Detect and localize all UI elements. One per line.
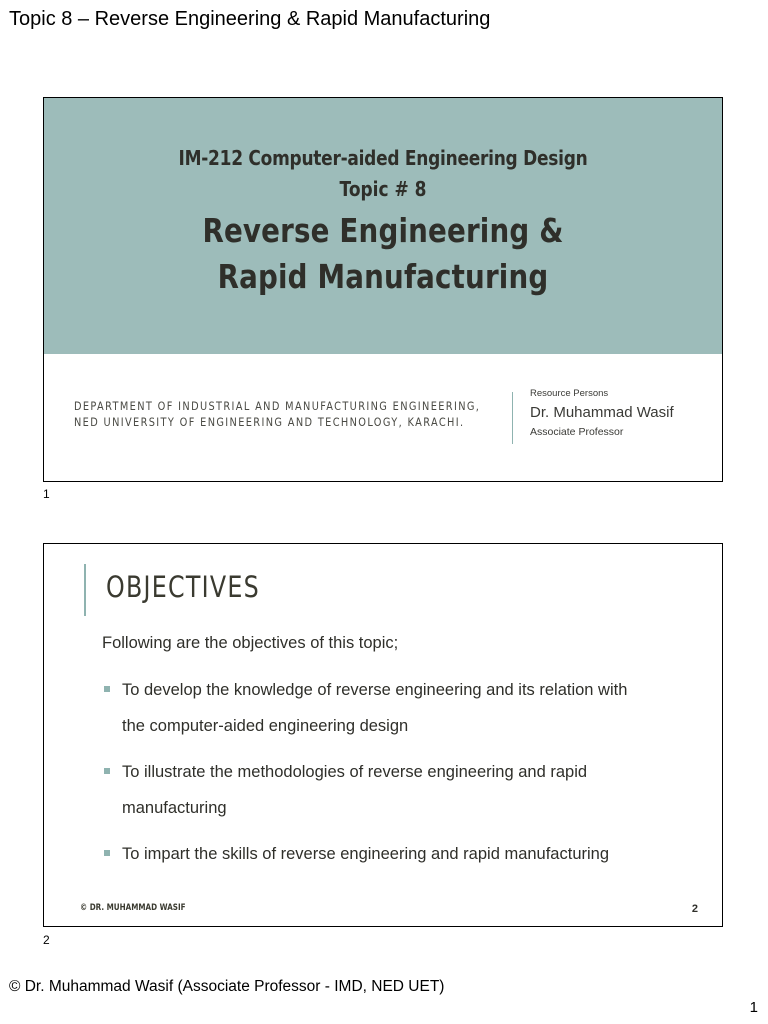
slide-copyright: © DR. MUHAMMAD WASIF [80, 903, 186, 913]
department-line-2: NED UNIVERSITY OF ENGINEERING AND TECHNOLOGY, KARACHI. [74, 415, 465, 429]
objective-item [102, 836, 702, 872]
square-bullet-icon [104, 686, 110, 692]
course-title: IM-212 Computer-aided Engineering Design [178, 146, 588, 170]
page-header: Topic 8 – Reverse Engineering & Rapid Manufacturing [9, 8, 491, 30]
main-title-line-2: Rapid Manufacturing [217, 257, 549, 296]
slide-1-label: 1 [43, 487, 50, 501]
main-title [98, 208, 668, 300]
footer-page-number: 1 [749, 999, 758, 1016]
heading-accent-bar [84, 564, 86, 616]
topic-number: Topic # 8 [339, 177, 427, 201]
objective-item [102, 754, 702, 826]
department-text [74, 398, 480, 430]
square-bullet-icon [104, 850, 110, 856]
slide-2-objectives [43, 543, 723, 927]
vertical-divider [512, 392, 513, 444]
resource-persons-label: Resource Persons [530, 388, 609, 399]
square-bullet-icon [104, 768, 110, 774]
resource-person-role: Associate Professor [530, 426, 624, 438]
objective-line: To illustrate the methodologies of reverse engineering and rapid [122, 763, 588, 781]
footer-copyright: © Dr. Muhammad Wasif (Associate Professor - IMD, NED UET) [9, 978, 445, 995]
main-title-line-1: Reverse Engineering & [202, 211, 564, 250]
objective-line: manufacturing [122, 799, 227, 817]
objectives-heading: OBJECTIVES [106, 570, 260, 604]
objective-item [102, 672, 702, 744]
slide-2-label: 2 [43, 933, 50, 947]
slide-1-title [43, 97, 723, 482]
objective-line: the computer-aided engineering design [122, 717, 409, 735]
objective-line: To develop the knowledge of reverse engineering and its relation with [122, 681, 628, 699]
resource-person-name: Dr. Muhammad Wasif [530, 404, 674, 421]
slide-number: 2 [691, 903, 698, 915]
objectives-intro: Following are the objectives of this topic; [102, 634, 399, 652]
objectives-list [102, 672, 702, 882]
department-line-1: DEPARTMENT OF INDUSTRIAL AND MANUFACTURING ENGINEERING, [74, 399, 481, 413]
objective-line: To impart the skills of reverse engineering and rapid manufacturing [122, 845, 610, 863]
